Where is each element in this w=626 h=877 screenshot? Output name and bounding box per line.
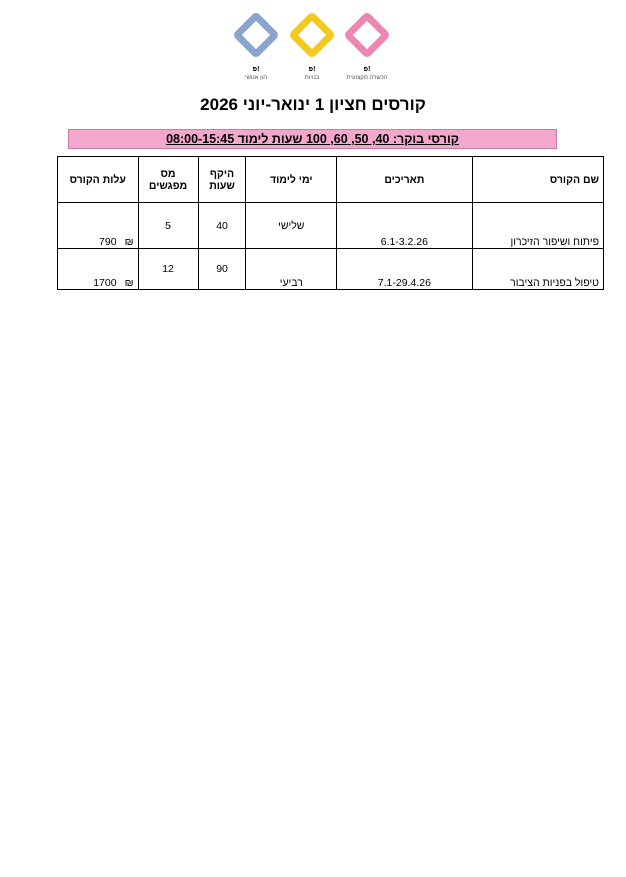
- header-meetings: מס מפגשים: [138, 157, 198, 203]
- header-hours: היקף שעות: [198, 157, 246, 203]
- logo-blue: [231, 14, 281, 82]
- course-days: רביעי: [246, 249, 337, 290]
- course-name: פיתוח ושיפור הזיכרון: [472, 203, 603, 249]
- course-days: שלישי: [246, 203, 337, 249]
- header-name: שם הקורס: [472, 157, 603, 203]
- logo-line2: הכשרה מקצועית: [346, 75, 388, 81]
- course-dates: 7.1-29.4.26: [337, 249, 472, 290]
- table-row: [58, 203, 604, 249]
- course-name: טיפול בפניות הציבור: [472, 249, 603, 290]
- header-dates: תאריכים: [337, 157, 472, 203]
- logo-line1: פ!: [363, 66, 371, 73]
- diamond-logo-icon: [343, 11, 391, 59]
- diamond-logo-icon: [288, 11, 336, 59]
- shekel-icon: ₪: [124, 236, 134, 248]
- logo-line2: הון אנושי: [244, 75, 268, 81]
- course-cost: [58, 249, 139, 290]
- courses-table: [57, 156, 604, 290]
- course-meetings: 5: [138, 203, 198, 249]
- table-body: [58, 203, 604, 290]
- table-row: [58, 249, 604, 290]
- logo-strip: [0, 14, 626, 86]
- page-title: קורסים חציון 1 ינואר-יוני 2026: [200, 95, 426, 114]
- course-meetings: 12: [138, 249, 198, 290]
- cost-value: 1700: [93, 277, 117, 289]
- course-hours: 40: [198, 203, 246, 249]
- header-cost: עלות הקורס: [58, 157, 139, 203]
- schedule-banner: קורסי בוקר: 40, 50, 60, 100 שעות לימוד 08:00-15:45: [68, 129, 557, 149]
- logo-line2: בנויות: [304, 75, 320, 81]
- course-dates: 6.1-3.2.26: [337, 203, 472, 249]
- course-cost: [58, 203, 139, 249]
- logo-line1: פ!: [252, 66, 260, 73]
- logo-pink: [342, 14, 392, 82]
- logo-yellow: [287, 14, 337, 82]
- shekel-icon: ₪: [124, 277, 134, 289]
- table-header-row: [58, 157, 604, 203]
- header-days: ימי לימוד: [246, 157, 337, 203]
- cost-value: 790: [99, 236, 117, 248]
- course-hours: 90: [198, 249, 246, 290]
- diamond-logo-icon: [232, 11, 280, 59]
- logo-line1: פ!: [308, 66, 316, 73]
